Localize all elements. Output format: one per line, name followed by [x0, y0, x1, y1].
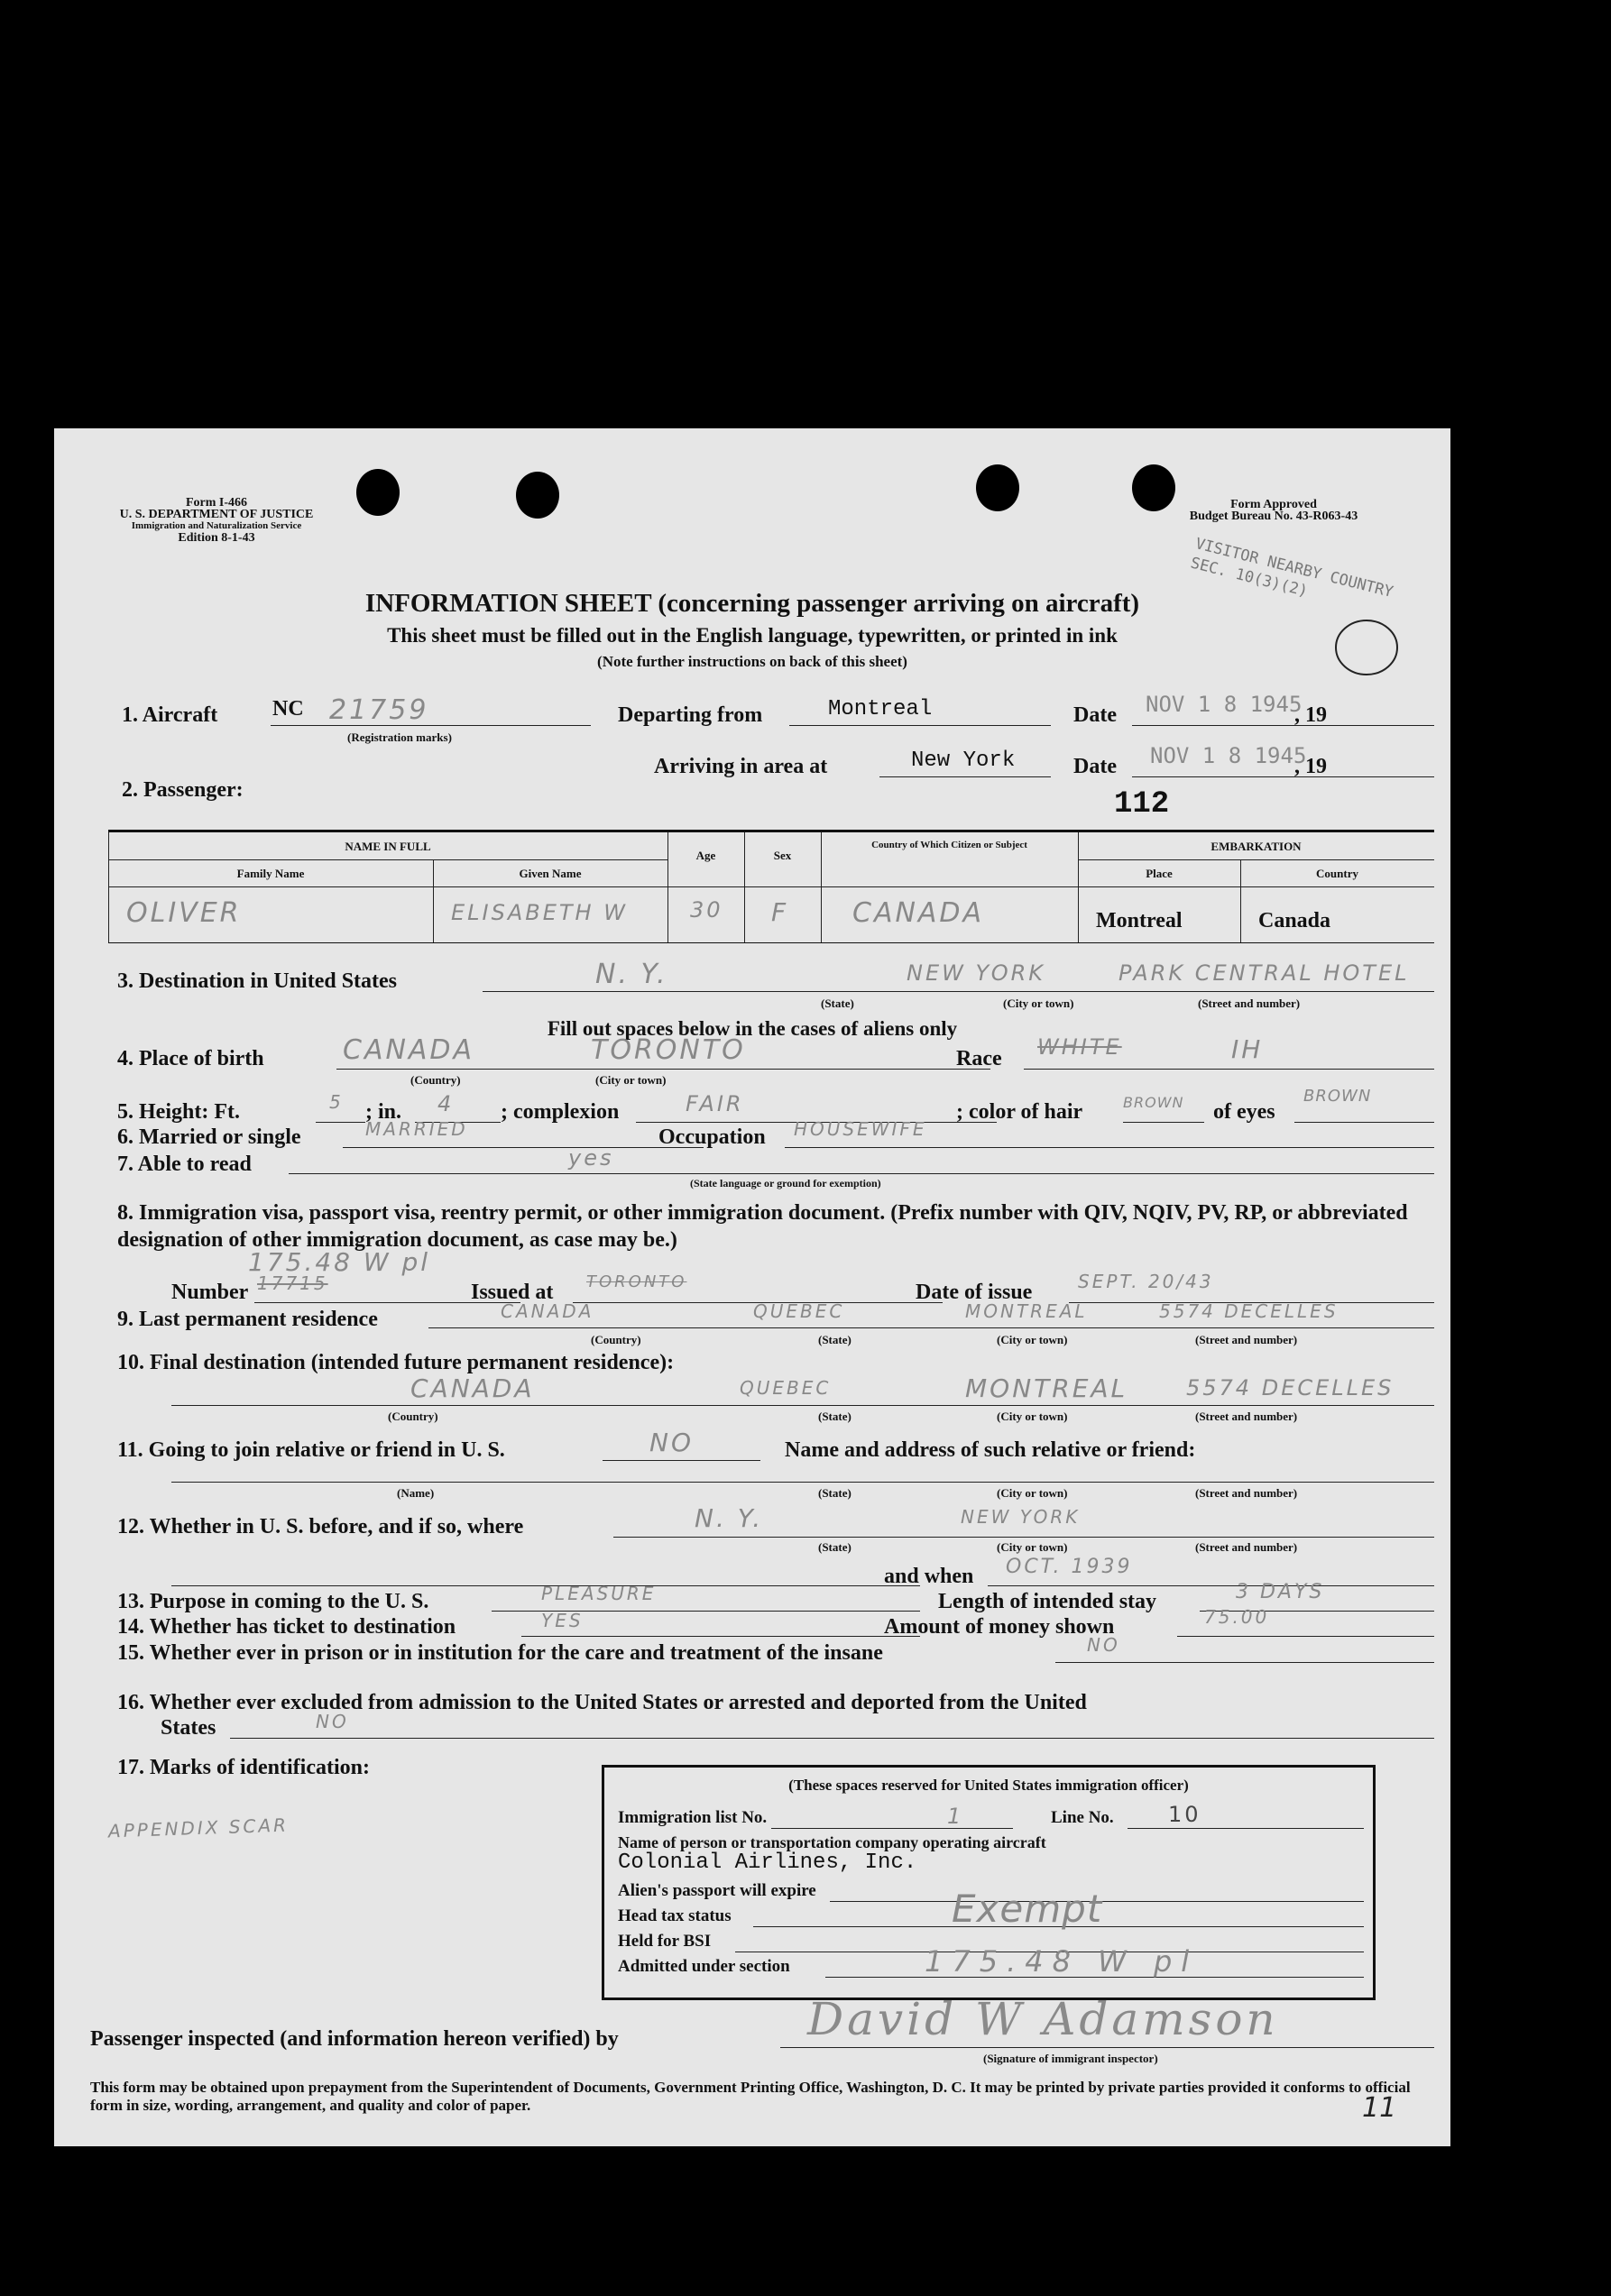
residence-label: 9. Last permanent residence: [117, 1308, 378, 1331]
complexion-label: ; complexion: [501, 1100, 620, 1124]
race-value: IH: [1231, 1034, 1264, 1064]
prison-label: 15. Whether ever in prison or in institution for the care and treatment of the insane: [117, 1641, 883, 1665]
number-struck: 17715: [257, 1272, 328, 1294]
given-name-value: ELISABETH W: [451, 900, 628, 925]
departing-label: Departing from: [618, 703, 763, 727]
final-destination-label: 10. Final destination (intended future permanent residence):: [117, 1351, 675, 1374]
caption-state: (State): [821, 996, 854, 1010]
married-label: 6. Married or single: [117, 1125, 301, 1149]
arrival-date-label: Date: [1073, 755, 1117, 778]
occupation-label: Occupation: [658, 1125, 766, 1149]
punch-hole: [356, 469, 400, 516]
excluded-label-2: States: [161, 1716, 216, 1740]
birth-city: TORONTO: [591, 1034, 746, 1066]
complexion-value: FAIR: [686, 1091, 744, 1116]
form-sheet: [54, 428, 1450, 2146]
caption-city: (City or town): [595, 1073, 667, 1087]
eyes-value: BROWN: [1303, 1087, 1372, 1106]
aircraft-number: 21759: [329, 694, 429, 726]
stamp-text: VISITOR NEARBY COUNTRY SEC. 10(3)(2): [1188, 535, 1395, 602]
caption-country: (Country): [410, 1073, 461, 1087]
header-age: Age: [695, 849, 716, 862]
form-subtitle: This sheet must be filled out in the English language, typewritten, or printed in ink: [387, 624, 1118, 647]
excluded-label: 16. Whether ever excluded from admission to the United States or arrested and deported from the United: [117, 1691, 1087, 1714]
visa-label: 8. Immigration visa, passport visa, reentry permit, or other immigration document. (Prefix number with QIV, NQIV, PV, RP, or abbreviated designation of other immigration document, as case may be.): [117, 1201, 1408, 1252]
before-state: N. Y.: [695, 1503, 764, 1533]
prison-value: NO: [1087, 1634, 1120, 1656]
citizen-value: CANADA: [852, 897, 985, 929]
list-label: Immigration list No.: [618, 1808, 768, 1827]
officer-box: [602, 1765, 1376, 2000]
race-label: Race: [956, 1047, 1002, 1070]
caption-state: (State): [818, 1540, 852, 1554]
married-value: MARRIED: [365, 1118, 468, 1140]
before-city: NEW YORK: [961, 1506, 1081, 1528]
list-number: 1: [947, 1804, 964, 1829]
caption-city: (City or town): [1003, 996, 1074, 1010]
form-title: INFORMATION SHEET (concerning passenger arriving on aircraft): [364, 589, 1140, 618]
excluded-value: NO: [316, 1711, 349, 1732]
service: Immigration and Naturalization Service: [131, 520, 302, 531]
officer-header: (These spaces reserved for United States immigration officer): [788, 1777, 1189, 1794]
destination-street: PARK CENTRAL HOTEL: [1118, 960, 1410, 986]
eyes-label: of eyes: [1213, 1100, 1275, 1124]
aircraft-label: 1. Aircraft: [122, 703, 218, 727]
header-emb-country: Country: [1316, 867, 1358, 880]
departing-value: Montreal: [828, 697, 933, 721]
bsi-label: Held for BSI: [618, 1932, 712, 1951]
arriving-value: New York: [911, 748, 1016, 773]
when-label: and when: [884, 1565, 974, 1588]
issued-label: Issued at: [471, 1281, 554, 1304]
form-identifier: [108, 497, 325, 544]
operator-label: Name of person or transportation company operating aircraft: [618, 1833, 1046, 1851]
caption-street: (Street and number): [1198, 996, 1301, 1010]
form-approved: Form Approved: [1230, 498, 1317, 511]
caption-state: (State): [818, 1410, 852, 1423]
residence-country: CANADA: [501, 1300, 594, 1322]
height-in: 4: [437, 1091, 455, 1116]
caption-state: (State): [818, 1486, 852, 1500]
residence-city: MONTREAL: [965, 1300, 1088, 1322]
when-value: OCT. 1939: [1006, 1556, 1133, 1578]
head-tax-label: Head tax status: [618, 1906, 732, 1925]
header-country: Country of Which Citizen or Subject: [871, 840, 1027, 850]
hair-value: BROWN: [1123, 1094, 1184, 1111]
sex-value: F: [771, 897, 789, 927]
destination-city: NEW YORK: [907, 960, 1046, 986]
number-label: Number: [171, 1281, 249, 1304]
stay-value: 3 DAYS: [1236, 1581, 1325, 1603]
visa-number-above: 175.48 W pl: [248, 1247, 431, 1277]
purpose-label: 13. Purpose in coming to the U. S.: [117, 1590, 429, 1613]
caption-name: (Name): [397, 1486, 435, 1500]
edition: Edition 8-1-43: [178, 531, 255, 545]
birth-country: CANADA: [343, 1034, 475, 1066]
arriving-label: Arriving in area at: [654, 755, 828, 778]
punch-hole: [516, 472, 559, 519]
caption-state: (State): [818, 1333, 852, 1346]
join-name-label: Name and address of such relative or friend:: [785, 1438, 1196, 1462]
caption-street: (Street and number): [1195, 1410, 1298, 1423]
race-struck: WHITE: [1037, 1034, 1122, 1060]
issue-date-label: Date of issue: [916, 1281, 1033, 1304]
stay-label: Length of intended stay: [938, 1590, 1157, 1613]
admitted-label: Admitted under section: [618, 1957, 790, 1976]
inspector-signature: David W Adamson: [807, 1993, 1279, 2045]
caption-city: (City or town): [997, 1540, 1068, 1554]
final-state: QUEBEC: [740, 1377, 832, 1399]
header-sex: Sex: [773, 849, 792, 862]
join-label: 11. Going to join relative or friend in U. S.: [117, 1438, 505, 1462]
embarkation-place: Montreal: [1096, 909, 1183, 932]
caption-city: (City or town): [997, 1486, 1068, 1500]
destination-label: 3. Destination in United States: [117, 969, 398, 993]
page-number: 112: [1114, 787, 1170, 822]
inches-label: ; in.: [365, 1100, 402, 1124]
line-label: Line No.: [1051, 1808, 1114, 1827]
read-label: 7. Able to read: [117, 1153, 252, 1176]
signature-caption: (Signature of immigrant inspector): [983, 2052, 1158, 2065]
final-city: MONTREAL: [965, 1373, 1128, 1403]
residence-state: QUEBEC: [753, 1300, 845, 1322]
read-value: yes: [568, 1145, 614, 1171]
money-value: 75.00: [1204, 1606, 1270, 1628]
operator-value: Colonial Airlines, Inc.: [618, 1851, 917, 1875]
caption-street: (Street and number): [1195, 1540, 1298, 1554]
embarkation-country: Canada: [1258, 909, 1331, 932]
passenger-table: [108, 830, 1434, 943]
date-label: Date: [1073, 703, 1117, 727]
caption-city: (City or town): [997, 1410, 1068, 1423]
final-street: 5574 DECELLES: [1186, 1375, 1395, 1401]
caption-street: (Street and number): [1195, 1333, 1298, 1346]
form-note: (Note further instructions on back of this sheet): [597, 653, 907, 670]
passenger-label: 2. Passenger:: [122, 778, 244, 802]
residence-street: 5574 DECELLES: [1159, 1300, 1339, 1322]
caption-country: (Country): [591, 1333, 641, 1346]
head-tax-value: Exempt: [952, 1887, 1103, 1931]
corner-mark: 11: [1362, 2092, 1397, 2124]
footer-notice: This form may be obtained upon prepayment from the Superintendent of Documents, Government Printing Office, Washington, D. C. It may be printed by private parties provided it conforms to official form in size, wording, arrangement, and quality and color of paper.: [90, 2079, 1411, 2114]
inspected-label: Passenger inspected (and information hereon verified) by: [90, 2027, 619, 2051]
department: U. S. DEPARTMENT OF JUSTICE: [119, 508, 314, 521]
registration-caption: (Registration marks): [347, 730, 452, 744]
passport-expire-label: Alien's passport will expire: [618, 1881, 816, 1900]
ticket-value: YES: [541, 1610, 584, 1631]
money-label: Amount of money shown: [884, 1615, 1115, 1639]
arrival-year-suffix: , 19: [1294, 755, 1327, 778]
year-suffix: , 19: [1294, 703, 1327, 727]
arrival-date: NOV 1 8 1945: [1150, 743, 1307, 768]
header-place: Place: [1146, 867, 1173, 880]
marks-value: APPENDIX SCAR: [107, 1814, 290, 1842]
budget-number: Budget Bureau No. 43-R063-43: [1189, 510, 1358, 523]
before-label: 12. Whether in U. S. before, and if so, where: [117, 1515, 524, 1538]
join-value: NO: [649, 1428, 694, 1457]
form-number: Form I-466: [185, 496, 248, 510]
aircraft-prefix: NC: [272, 697, 304, 721]
caption-country: (Country): [388, 1410, 438, 1423]
line-number: 10: [1168, 1802, 1201, 1827]
birth-label: 4. Place of birth: [117, 1047, 264, 1070]
destination-state: N. Y.: [595, 959, 668, 990]
approval-block: [1156, 499, 1391, 522]
height-label: 5. Height: Ft.: [117, 1100, 240, 1124]
final-country: CANADA: [410, 1373, 535, 1403]
marks-label: 17. Marks of identification:: [117, 1756, 370, 1779]
caption-street: (Street and number): [1195, 1486, 1298, 1500]
header-embarkation: EMBARKATION: [1211, 840, 1302, 853]
height-ft: 5: [329, 1091, 344, 1113]
purpose-value: PLEASURE: [541, 1583, 657, 1604]
ticket-label: 14. Whether has ticket to destination: [117, 1615, 456, 1639]
read-caption: (State language or ground for exemption): [690, 1177, 881, 1189]
age-value: 30: [690, 897, 723, 923]
issue-date-value: SEPT. 20/43: [1078, 1271, 1214, 1292]
family-name-value: OLIVER: [126, 897, 242, 929]
occupation-value: HOUSEWIFE: [794, 1118, 927, 1140]
departure-date: NOV 1 8 1945: [1146, 692, 1303, 717]
punch-hole: [976, 464, 1019, 511]
hair-label: ; color of hair: [956, 1100, 1083, 1124]
header-given-name: Given Name: [519, 867, 582, 880]
aliens-only-heading: Fill out spaces below in the cases of aliens only: [547, 1017, 958, 1040]
caption-city: (City or town): [997, 1333, 1068, 1346]
issued-struck: TORONTO: [586, 1272, 687, 1291]
header-name-in-full: NAME IN FULL: [345, 840, 431, 853]
header-family-name: Family Name: [236, 867, 305, 880]
admitted-value: 175.48 W pl: [925, 1944, 1199, 1979]
